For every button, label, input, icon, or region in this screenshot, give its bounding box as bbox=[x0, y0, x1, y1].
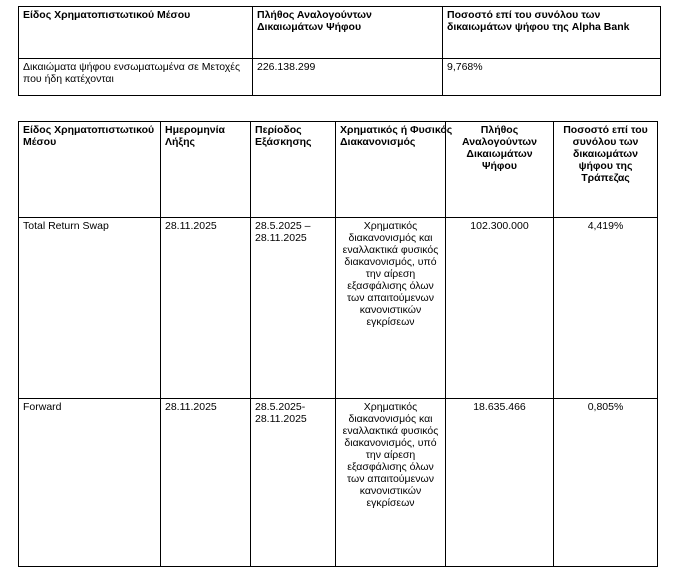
header-settlement-line1: Χρηματικός ή Φυσικός bbox=[340, 124, 453, 136]
cell-instrument: Total Return Swap bbox=[19, 218, 161, 399]
header-voting-rights-count: Πλήθος Αναλογούντων Δικαιωμάτων Ψήφου bbox=[446, 122, 554, 218]
cell-exercise-period: 28.5.2025- 28.11.2025 bbox=[251, 399, 336, 567]
cell-expiry-date: 28.11.2025 bbox=[161, 399, 251, 567]
cell-voting-rights-count: 18.635.466 bbox=[446, 399, 554, 567]
cell-voting-rights-percent: 0,805% bbox=[554, 399, 658, 567]
header-instrument-type: Είδος Χρηματοπιστωτικού Μέσου bbox=[19, 7, 253, 59]
cell-voting-rights-count: 226.138.299 bbox=[253, 59, 443, 96]
table-row bbox=[19, 399, 658, 567]
header-voting-rights-count: Πλήθος Αναλογούντων Δικαιωμάτων Ψήφου bbox=[253, 7, 443, 59]
table-header-row bbox=[19, 122, 658, 218]
voting-rights-table bbox=[18, 6, 661, 96]
cell-voting-rights-percent: 4,419% bbox=[554, 218, 658, 399]
cell-settlement: Χρηματικός διακανονισμός και εναλλακτικά φυσικός διακανονισμός, υπό την αίρεση εξασφάλισης όλων των απαιτούμενων κανονιστικών εγκρίσεων bbox=[336, 218, 446, 399]
header-settlement-line2: Διακανονισμός bbox=[340, 136, 416, 148]
cell-instrument-type: Δικαιώματα ψήφου ενσωματωμένα σε Μετοχές που ήδη κατέχονται bbox=[19, 59, 253, 96]
cell-voting-rights-count: 102.300.000 bbox=[446, 218, 554, 399]
header-voting-rights-percent: Ποσοστό επί του συνόλου των δικαιωμάτων ψήφου της Alpha Bank bbox=[443, 7, 661, 59]
header-voting-rights-percent: Ποσοστό επί του συνόλου των δικαιωμάτων ψήφου της Τράπεζας bbox=[554, 122, 658, 218]
cell-voting-rights-percent: 9,768% bbox=[443, 59, 661, 96]
financial-instruments-table bbox=[18, 121, 658, 567]
table-row bbox=[19, 59, 661, 96]
header-settlement-type bbox=[336, 122, 453, 218]
table-header-row bbox=[19, 7, 661, 59]
header-exercise-period: Περίοδος Εξάσκησης bbox=[251, 122, 336, 218]
cell-exercise-period: 28.5.2025 – 28.11.2025 bbox=[251, 218, 336, 399]
header-expiry-date: Ημερομηνία Λήξης bbox=[161, 122, 251, 218]
cell-instrument: Forward bbox=[19, 399, 161, 567]
header-instrument-type: Είδος Χρηματοπιστωτικού Μέσου bbox=[19, 122, 161, 218]
table-row bbox=[19, 218, 658, 399]
cell-expiry-date: 28.11.2025 bbox=[161, 218, 251, 399]
cell-settlement: Χρηματικός διακανονισμός και εναλλακτικά φυσικός διακανονισμός, υπό την αίρεση εξασφάλισης όλων των απαιτούμενων κανονιστικών εγκρίσεων bbox=[336, 399, 446, 567]
